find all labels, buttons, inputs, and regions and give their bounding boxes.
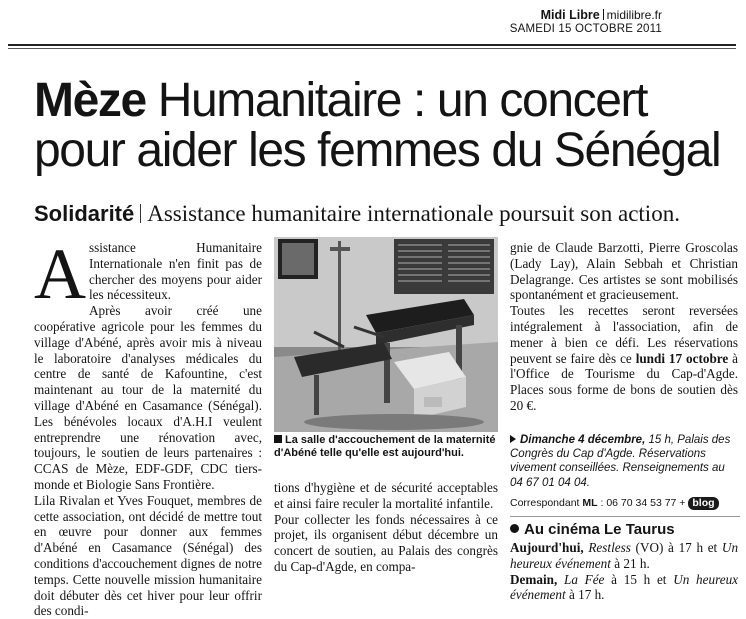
caption-square-icon (274, 435, 282, 443)
header-rule (8, 44, 736, 46)
headline-line1: Humanitaire : un concert (157, 74, 648, 127)
cinema-heading: Au cinéma Le Taurus (510, 521, 675, 538)
event-date: Dimanche 4 décembre, (520, 434, 646, 446)
reservation-date: lundi 17 octobre (635, 350, 729, 366)
masthead (510, 8, 662, 36)
photo-caption: La salle d'accouchement de la maternité d'Abéné telle qu'elle est aujourd'hui. (274, 434, 496, 459)
article-headline (34, 76, 744, 176)
article-paragraph: gnie de Claude Barzotti, Pierre Groscolas (Lady Lay), Alain Sebbah et Christian Delagrange. Ces artistes se sont mobilisés spontanément et gracieusement. (510, 240, 738, 303)
newspaper-name: Midi Libre (540, 8, 600, 22)
article-paragraph: Pour collecter les fonds nécessaires à ce projet, ils organisent début décembre un concert de soutien, au Palais des congrès du Cap-d'Agde, en compa- (274, 511, 498, 574)
headline-town: Mèze (34, 74, 146, 127)
section-category: Solidarité (34, 201, 135, 226)
issue-date: SAMEDI 15 OCTOBRE 2011 (509, 23, 662, 35)
cinema-listings (510, 540, 738, 603)
newspaper-website: midilibre.fr (606, 8, 662, 22)
article-column-1 (34, 234, 262, 619)
correspondent-initials: ML (582, 497, 598, 509)
article-column-3 (510, 240, 738, 414)
event-details: 15 h, Palais des Congrès du Cap d'Agde. Réservations vivement conseillées. Renseignements au 04 67 01 04 04. (510, 434, 731, 489)
drop-cap: A (34, 234, 86, 314)
article-paragraph: Toutes les recettes seront reversées intégralement à l'association, afin de mener à bien ce défi. Les réservations peuvent se faire dès ce lundi 17 octobre à l'Office de Tourisme du Cap-d'Agde. Places sous forme de bons de soutien dès 20 €. (510, 303, 739, 413)
subhead-text: Assistance humanitaire internationale poursuit son action. (147, 201, 680, 226)
delivery-room-image (274, 237, 498, 432)
cinema-today: Aujourd'hui, Restless (VO) à 17 h et Un heureux événement à 21 h. (510, 540, 739, 571)
correspondent-label: Correspondant (510, 497, 580, 509)
header-rule-thin (8, 48, 736, 49)
article-subheading (34, 201, 680, 227)
maternity-room-photo (274, 237, 498, 432)
section-rule (510, 516, 740, 517)
article-paragraph: tions d'hygiène et de sécurité acceptables et ainsi faire reculer la mortalité infantile. (274, 480, 498, 511)
correspondent-contact (510, 497, 738, 510)
correspondent-phone: : 06 70 34 53 77 + (600, 497, 686, 509)
article-lead: ssistance Humanitaire Internationale n'en finit pas de chercher des moyens pour aider les nécessiteux. (89, 240, 262, 303)
headline-line2: pour aider les femmes du Sénégal (34, 124, 721, 177)
article-column-2 (274, 480, 498, 575)
event-info (510, 433, 738, 490)
masthead-divider (603, 9, 604, 20)
arrow-right-icon (510, 435, 516, 443)
subhead-divider (140, 204, 141, 223)
article-paragraph: Après avoir créé une coopérative agricole pour les femmes du village d'Abéné, après avoir mis à niveau le laboratoire d'analyses médicales du centre de santé de Kafountine, c'est maintenant au tour de la maternité du village d'Abéné en Casamance (Sénégal). Les bénévoles locaux d'A.H.I veulent entreprendre une rénovation avec, toujours, le soutien de leurs partenaires : CCAS de Mèze, EDF-GDF, CDC tiers-monde et Biologie Sans Frontière. (34, 303, 262, 492)
bullet-dot-icon (510, 524, 519, 533)
article-paragraph: Lila Rivalan et Yves Fouquet, membres de cette association, ont décidé de mettre tout en œuvre pour donner aux femmes d'Abéné en Casamance (Sénégal) des conditions d'accouchement dignes de notre temps. Cette nouvelle mission humanitaire doit débuter dès cet hiver pour leur offrir des condi- (34, 492, 262, 619)
blog-badge[interactable]: blog (688, 497, 718, 510)
cinema-tomorrow: Demain, La Fée à 15 h et Un heureux événement à 17 h. (510, 571, 739, 603)
